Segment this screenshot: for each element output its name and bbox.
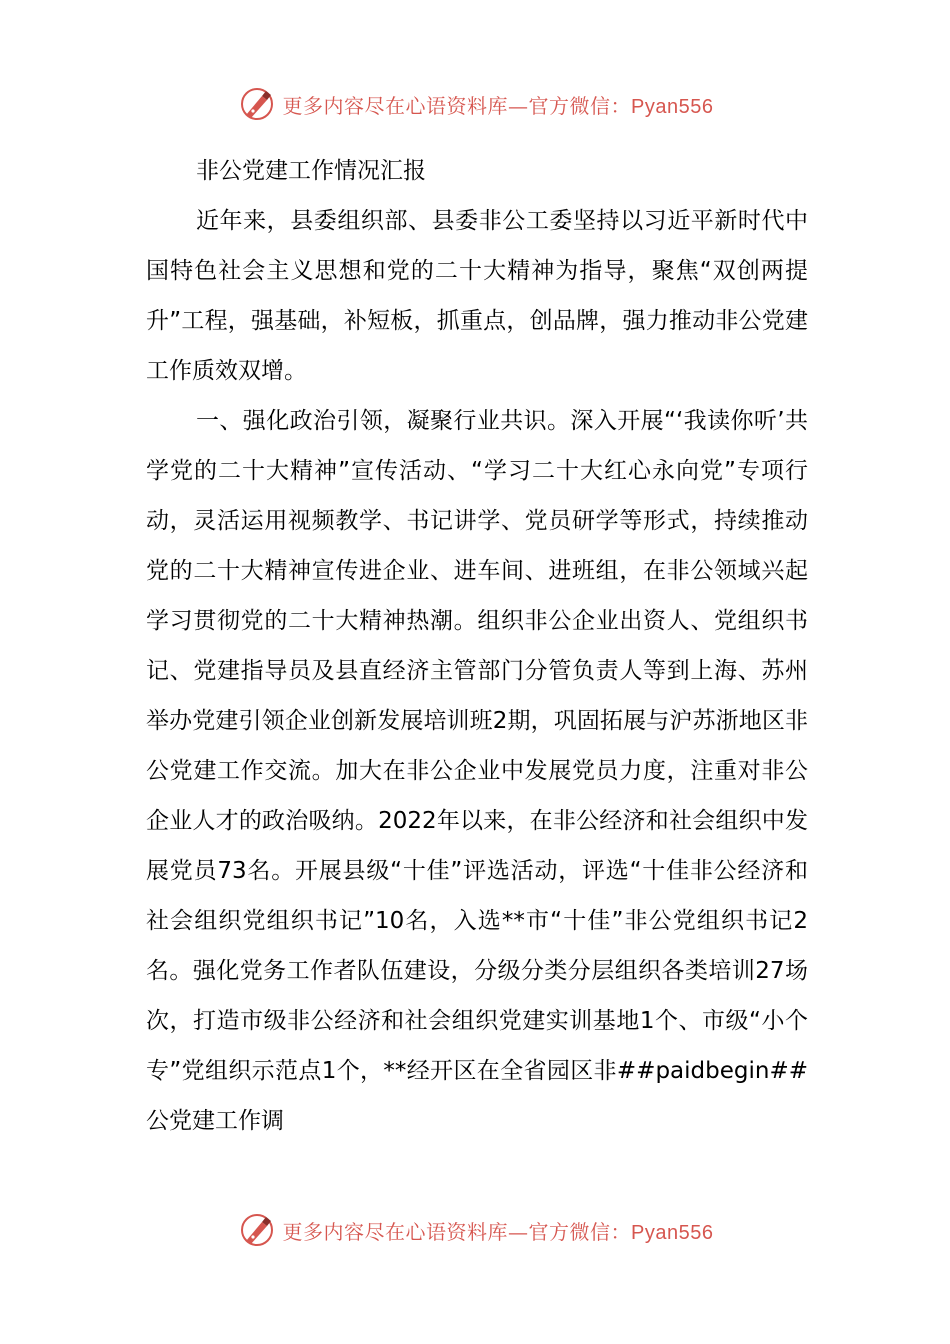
watermark-banner-bottom	[0, 1208, 950, 1252]
watermark-text-cn: 更多内容尽在心语资料库—官方微信：	[282, 1219, 632, 1244]
pen-nib-logo-icon	[237, 84, 277, 124]
watermark-text	[283, 1216, 714, 1245]
watermark-banner-top	[0, 82, 950, 126]
watermark-wechat-id: Pyan556	[631, 95, 714, 118]
watermark-text	[283, 90, 714, 119]
document-title: 非公党建工作情况汇报	[196, 158, 426, 184]
paragraph-section-1: 一、强化政治引领，凝聚行业共识。深入开展“‘我读你听’共学党的二十大精神”宣传活动、“学习二十大红心永向党”专项行动，灵活运用视频教学、书记讲学、党员研学等形式，持续推动党的二十大精神宣传进企业、进车间、进班组，在非公领域兴起学习贯彻党的二十大精神热潮。组织非公企业出资人、党组织书记、党建指导员及县直经济主管部门分管负责人等到上海、苏州举办党建引领企业创新发展培训班2期，巩固拓展与沪苏浙地区非公党建工作交流。加大在非公企业中发展党员力度，注重对非公企业人才的政治吸纳。2022年以来，在非公经济和社会组织中发展党员73名。开展县级“十佳”评选活动，评选“十佳非公经济和社会组织党组织书记”10名，入选**市“十佳”非公党组织书记2名。强化党务工作者队伍建设，分级分类分层组织各类培训27场次，打造市级非公经济和社会组织党建实训基地1个、市级“小个专”党组织示范点1个，**经开区在全省园区非##paidbegin##公党建工作调	[146, 408, 808, 1134]
document-body	[146, 146, 808, 1146]
pen-nib-logo-icon	[237, 1210, 277, 1250]
watermark-text-cn: 更多内容尽在心语资料库—官方微信：	[282, 93, 632, 118]
paragraph-intro: 近年来，县委组织部、县委非公工委坚持以习近平新时代中国特色社会主义思想和党的二十大精神为指导，聚焦“双创两提升”工程，强基础，补短板，抓重点，创品牌，强力推动非公党建工作质效双增。	[146, 208, 808, 384]
watermark-wechat-id: Pyan556	[631, 1221, 714, 1244]
